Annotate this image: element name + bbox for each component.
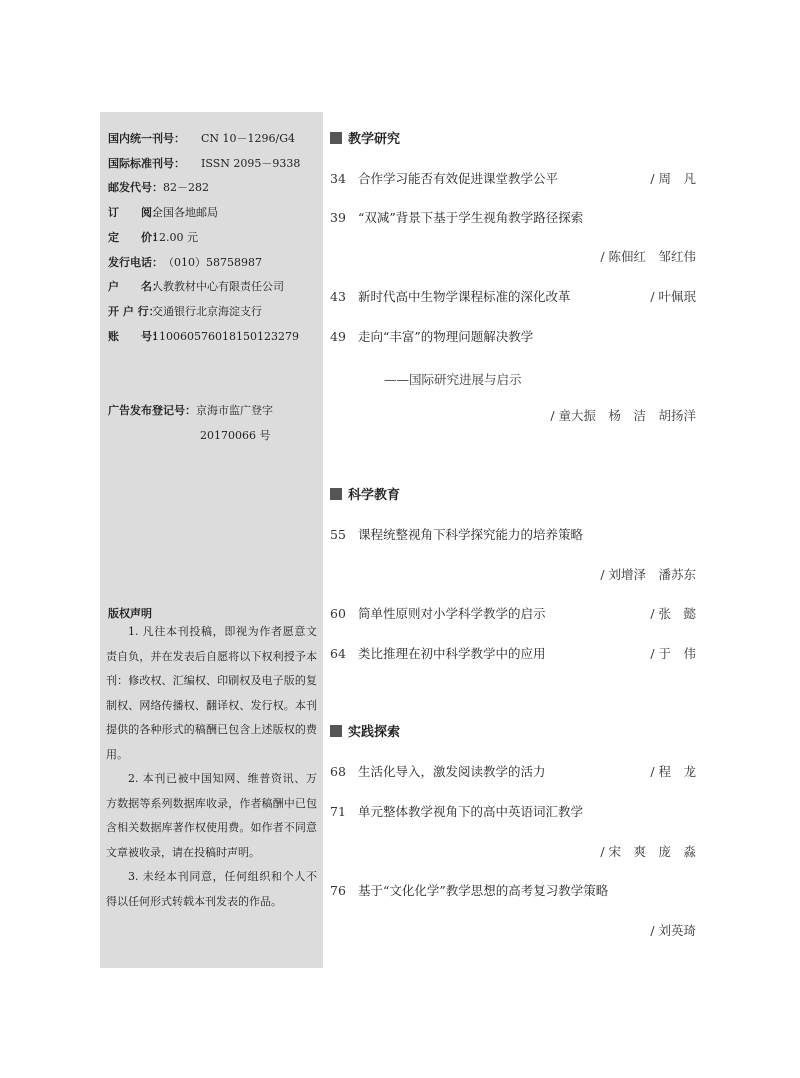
article-author: / 于 伟: [650, 646, 696, 661]
section-heading: [330, 488, 400, 504]
page-number: 64: [330, 646, 346, 661]
page-number: 55: [330, 527, 346, 542]
ad-value: 京海市监广登字: [196, 404, 273, 417]
info-label: 发行电话：: [108, 256, 163, 269]
info-value: 110060576018150123279: [152, 330, 299, 343]
info-value: 人教教材中心有限责任公司: [152, 280, 284, 293]
section-marker-icon: [330, 132, 342, 144]
info-row-issn: [108, 157, 300, 171]
info-value: （010）58758987: [163, 256, 262, 269]
toc-entry[interactable]: [330, 606, 696, 622]
toc-entry[interactable]: [330, 883, 696, 899]
article-title: 合作学习能否有效促进课堂教学公平: [358, 171, 559, 186]
section-title: 科学教育: [348, 488, 401, 503]
toc-entry[interactable]: [330, 527, 696, 543]
article-author: / 童大振 杨 洁 胡扬洋: [550, 408, 696, 423]
toc-entry[interactable]: [330, 646, 696, 662]
article-subtitle: ——国际研究进展与启示: [384, 372, 522, 387]
article-title: 生活化导入，激发阅读教学的活力: [358, 764, 546, 779]
toc-entry[interactable]: [330, 171, 696, 187]
page-number: 34: [330, 171, 346, 186]
toc-entry[interactable]: [330, 329, 696, 345]
section-title: 教学研究: [348, 132, 401, 147]
info-value: 82－282: [163, 181, 209, 194]
info-label: 开 户 行：: [108, 305, 160, 318]
toc-entry[interactable]: [330, 289, 696, 305]
article-title: 单元整体教学视角下的高中英语词汇教学: [358, 804, 584, 819]
info-row-postal-code: [108, 181, 209, 195]
info-row-cn: [108, 132, 295, 146]
copyright-notice: [106, 620, 317, 914]
article-author: / 周 凡: [650, 171, 696, 186]
copyright-title: 版权声明: [108, 607, 152, 620]
page-number: 68: [330, 764, 346, 779]
info-row-bank: [108, 305, 262, 319]
info-value: 全国各地邮局: [152, 206, 218, 219]
page-number: 60: [330, 606, 346, 621]
article-author: / 刘英琦: [650, 923, 696, 938]
section-heading: [330, 132, 400, 148]
section-marker-icon: [330, 725, 342, 737]
copyright-paragraph: 3. 未经本刊同意，任何组织和个人不得以任何形式转载本刊发表的作品。: [106, 870, 317, 908]
article-author: / 陈佃红 邹红伟: [600, 249, 696, 264]
page-number: 43: [330, 289, 346, 304]
info-label: 邮发代号：: [108, 181, 163, 194]
article-title: 类比推理在初中科学教学中的应用: [358, 646, 546, 661]
section-heading: [330, 725, 400, 741]
info-value: ISSN 2095－9338: [201, 157, 301, 170]
page-number: 76: [330, 883, 346, 898]
info-value: CN 10－1296/G4: [201, 132, 296, 145]
ad-registration-number: 20170066 号: [200, 429, 271, 442]
info-label: 户 名：: [108, 280, 163, 293]
info-row-phone: [108, 256, 262, 270]
page-number: 39: [330, 210, 346, 225]
info-value: 交通银行北京海淀支行: [152, 305, 262, 318]
toc-entry[interactable]: [330, 764, 696, 780]
article-title: 基于“文化化学”教学思想的高考复习教学策略: [358, 883, 609, 898]
article-title: 简单性原则对小学科学教学的启示: [358, 606, 546, 621]
info-row-subscribe: [108, 206, 218, 220]
info-value: 12.00 元: [152, 231, 198, 244]
section-marker-icon: [330, 488, 342, 500]
page-number: 71: [330, 804, 346, 819]
section-title: 实践探索: [348, 725, 401, 740]
info-label: 国际标准刊号：: [108, 157, 185, 170]
article-author: / 宋 爽 庞 淼: [600, 844, 696, 859]
article-title: “双减”背景下基于学生视角教学路径探索: [358, 210, 584, 225]
article-title: 课程统整视角下科学探究能力的培养策略: [358, 527, 584, 542]
article-title: 走向“丰富”的物理问题解决教学: [358, 329, 534, 344]
publication-info-sidebar: [100, 112, 323, 968]
article-author: / 程 龙: [650, 764, 696, 779]
article-author: / 张 懿: [650, 606, 696, 621]
info-row-price: [108, 231, 198, 245]
info-row-account-name: [108, 280, 284, 294]
article-author: / 叶佩珉: [650, 289, 696, 304]
page-number: 49: [330, 329, 346, 344]
info-row-account-number: [108, 330, 299, 344]
toc-entry[interactable]: [330, 804, 696, 820]
article-author: / 刘增泽 潘苏东: [600, 567, 696, 582]
ad-registration: [108, 404, 273, 418]
article-title: 新时代高中生物学课程标准的深化改革: [358, 289, 571, 304]
copyright-paragraph: 1. 凡往本刊投稿，即视为作者愿意文责自负，并在发表后自愿将以下权利授予本刊：修改权、汇编权、印刷权及电子版的复制权、网络传播权、翻译权、发行权。本刊提供的各种形式的稿酬已包含上述版权的费用。: [106, 625, 317, 761]
copyright-paragraph: 2. 本刊已被中国知网、维普资讯、万方数据等系列数据库收录，作者稿酬中已包含相关数据库著作权使用费。如作者不同意文章被收录，请在投稿时声明。: [106, 772, 317, 859]
info-label: 订 阅：: [108, 206, 163, 219]
toc-entry[interactable]: [330, 210, 696, 226]
info-label: 国内统一刊号：: [108, 132, 185, 145]
info-label: 账 号：: [108, 330, 163, 343]
info-label: 定 价：: [108, 231, 163, 244]
ad-label: 广告发布登记号：: [108, 404, 196, 417]
